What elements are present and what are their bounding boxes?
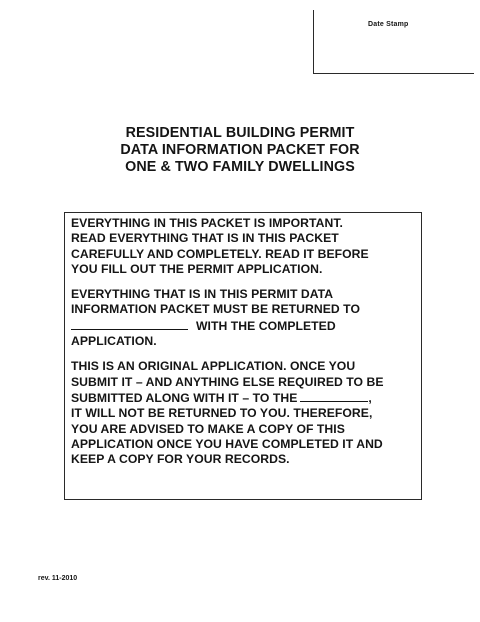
notice-paragraph-3 xyxy=(71,359,421,467)
revision-date: rev. 11-2010 xyxy=(38,575,78,582)
date-stamp-box xyxy=(313,10,474,74)
title-line-3: ONE & TWO FAMILY DWELLINGS xyxy=(125,159,355,175)
notice-line: YOU FILL OUT THE PERMIT APPLICATION. xyxy=(71,261,323,276)
notice-line: APPLICATION ONCE YOU HAVE COMPLETED IT AND xyxy=(71,436,383,451)
notice-line: IT WILL NOT BE RETURNED TO YOU. THEREFORE, xyxy=(71,406,373,421)
notice-line: SUBMIT IT – AND ANYTHING ELSE REQUIRED TO BE xyxy=(71,374,384,389)
notice-line: KEEP A COPY FOR YOUR RECORDS. xyxy=(71,452,290,467)
document-title xyxy=(60,125,420,176)
notice-line: APPLICATION. xyxy=(71,334,157,349)
notice-line: CAREFULLY AND COMPLETELY. READ IT BEFORE xyxy=(71,246,369,261)
notice-line-with-blank xyxy=(71,390,421,406)
notice-line: EVERYTHING THAT IS IN THIS PERMIT DATA xyxy=(71,287,334,302)
notice-line: YOU ARE ADVISED TO MAKE A COPY OF THIS xyxy=(71,421,345,436)
notice-line-with-blank xyxy=(71,318,421,334)
date-stamp-label: Date Stamp xyxy=(368,21,409,28)
title-line-2: DATA INFORMATION PACKET FOR xyxy=(120,142,360,158)
notice-paragraph-2 xyxy=(71,287,421,349)
notice-line: INFORMATION PACKET MUST BE RETURNED TO xyxy=(71,302,360,317)
notice-line: THIS IS AN ORIGINAL APPLICATION. ONCE YOU xyxy=(71,359,356,374)
return-to-blank-field[interactable] xyxy=(71,318,188,330)
submit-to-blank-field[interactable] xyxy=(300,390,368,402)
notice-text: SUBMITTED ALONG WITH IT – TO THE xyxy=(71,390,298,405)
notice-paragraph-1 xyxy=(71,216,421,277)
notice-line: READ EVERYTHING THAT IS IN THIS PACKET xyxy=(71,231,339,246)
title-line-1: RESIDENTIAL BUILDING PERMIT xyxy=(125,125,355,141)
notice-text: , xyxy=(368,390,372,405)
notice-text: WITH THE COMPLETED xyxy=(196,318,336,333)
important-notice-box xyxy=(64,212,422,500)
notice-line: EVERYTHING IN THIS PACKET IS IMPORTANT. xyxy=(71,216,343,230)
